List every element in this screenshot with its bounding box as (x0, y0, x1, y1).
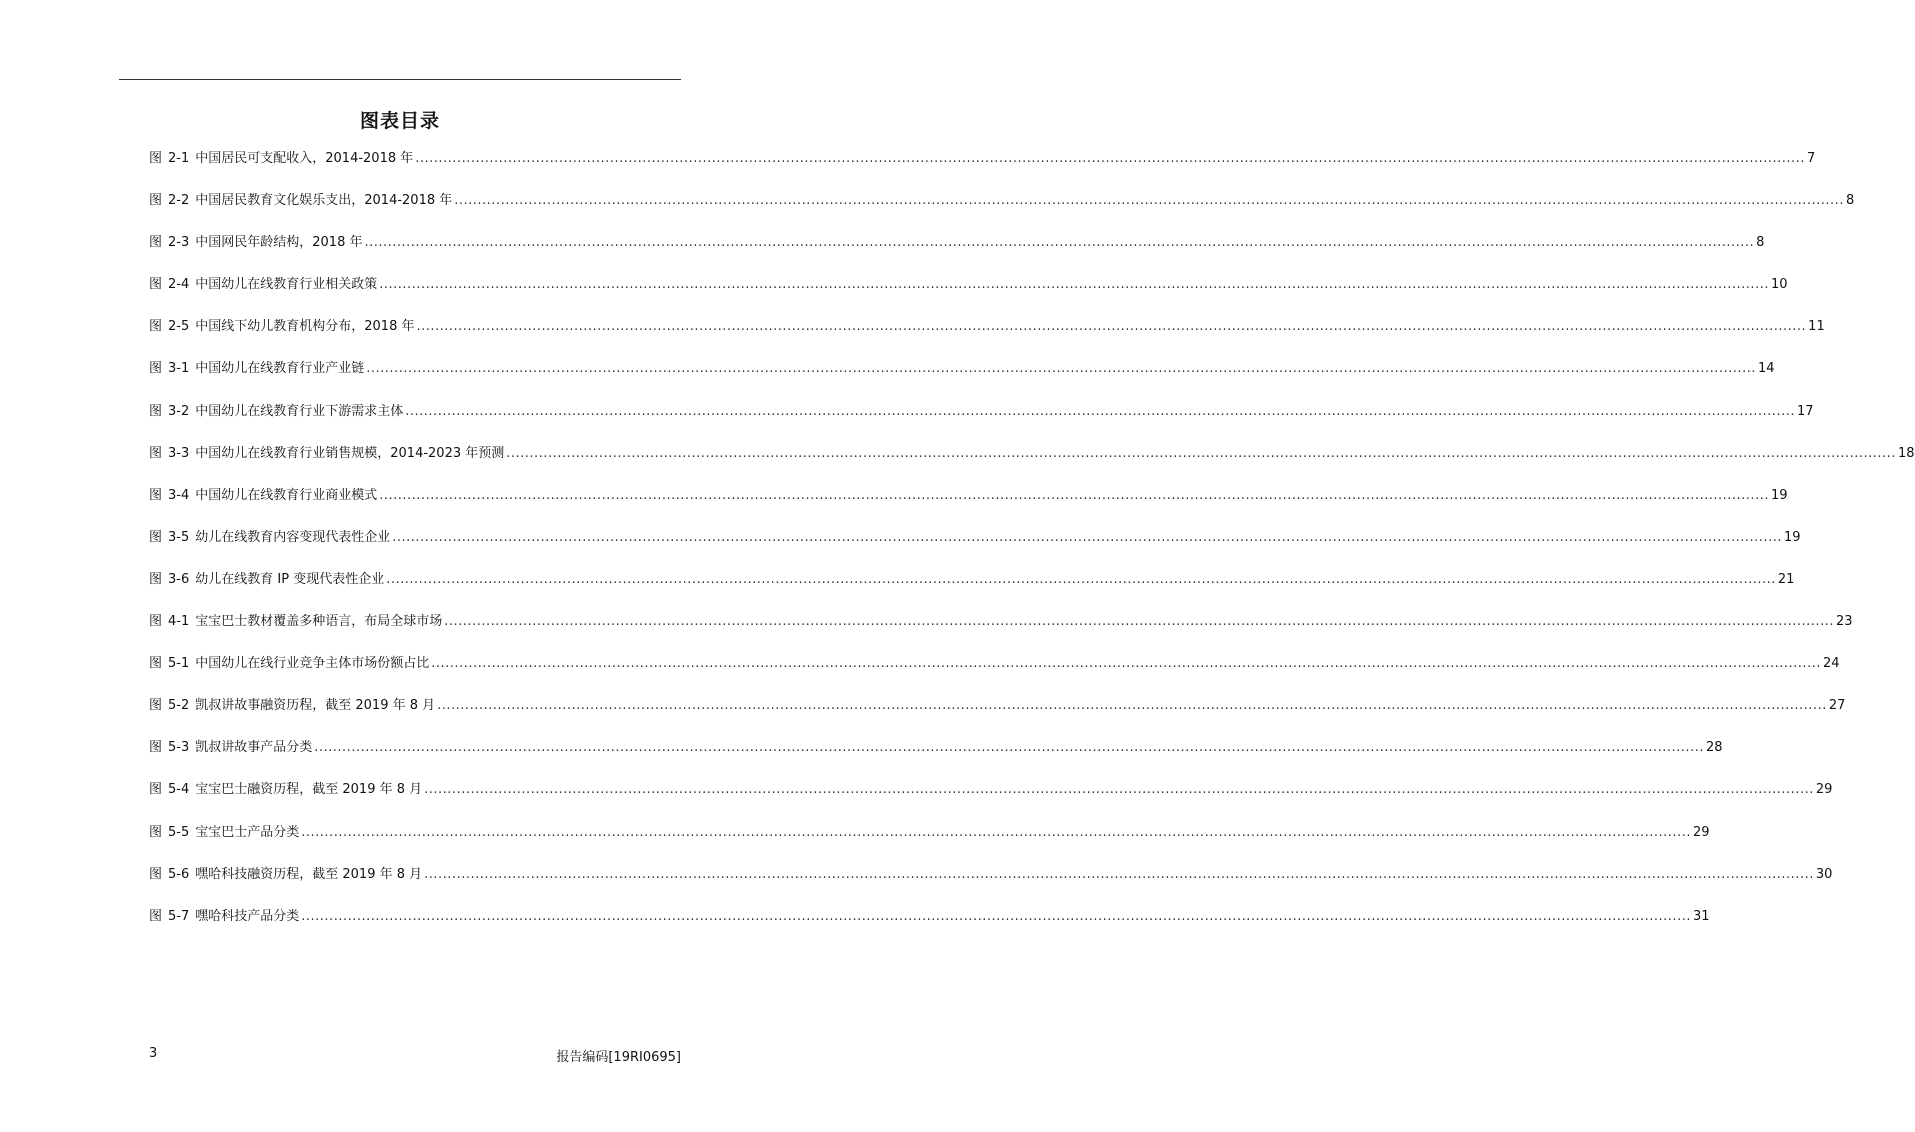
toc-entry-leader: ............................................................................................................................................................................................................................................................................................................ (379, 277, 1769, 293)
toc-entry-page: 27 (1828, 698, 1846, 714)
toc-entry[interactable] (149, 191, 1855, 233)
toc-entry-title: 中国居民教育文化娱乐支出，2014-2018 年 (195, 193, 453, 209)
footer-report-code: 报告编码[19RI0695] (556, 1050, 681, 1065)
toc-entry-title: 嘿哈科技产品分类 (195, 908, 300, 924)
toc-entry-title: 中国幼儿在线教育行业产业链 (195, 361, 365, 377)
toc-entry-page: 24 (1822, 656, 1840, 672)
toc-entry-number: 3-3 (168, 445, 190, 461)
toc-entry-number: 3-5 (168, 529, 190, 545)
toc-entry-number: 5-2 (168, 698, 190, 714)
toc-entry-label: 图 (149, 782, 163, 798)
toc-entry-leader: ............................................................................................................................................................................................................................................................................................................ (415, 151, 1805, 166)
toc-entry-title: 中国幼儿在线行业竞争主体市场份额占比 (195, 656, 430, 672)
toc-entry-leader: ............................................................................................................................................................................................................................................................................................................ (301, 908, 1691, 924)
toc-entry-label: 图 (149, 740, 163, 756)
toc-entry-leader: ............................................................................................................................................................................................................................................................................................................ (314, 740, 1704, 756)
toc-entry-page: 8 (1845, 193, 1855, 209)
toc-entry[interactable] (149, 402, 1814, 444)
toc-entry-title: 中国幼儿在线教育行业商业模式 (195, 487, 378, 503)
toc-entry-leader: ............................................................................................................................................................................................................................................................................................................ (416, 319, 1807, 335)
toc-entry-page: 11 (1808, 319, 1825, 335)
toc-entry-label: 图 (149, 908, 163, 924)
toc-entry-number: 5-6 (168, 866, 190, 882)
toc-entry-leader: ............................................................................................................................................................................................................................................................................................................ (506, 445, 1896, 461)
toc-entry[interactable] (149, 149, 1816, 191)
toc-entry[interactable] (149, 233, 1765, 275)
toc-entry-title: 中国幼儿在线教育行业下游需求主体 (195, 403, 404, 419)
toc-entry-label: 图 (149, 614, 163, 630)
toc-entry-page: 31 (1692, 908, 1710, 924)
toc-entry-page: 23 (1835, 614, 1853, 630)
toc-entry-number: 5-7 (168, 908, 190, 924)
figure-list (149, 149, 1915, 949)
toc-entry[interactable] (149, 612, 1853, 654)
toc-entry-label: 图 (149, 235, 163, 251)
toc-entry-title: 凯叔讲故事产品分类 (195, 740, 313, 756)
toc-entry-title: 宝宝巴士教材覆盖多种语言，布局全球市场 (195, 614, 443, 630)
toc-entry-label: 图 (149, 656, 163, 672)
toc-entry[interactable] (149, 275, 1788, 317)
toc-entry-leader: ............................................................................................................................................................................................................................................................................................................ (379, 487, 1769, 503)
toc-entry-number: 5-5 (168, 824, 190, 840)
toc-entry-label: 图 (149, 529, 163, 545)
toc-entry-label: 图 (149, 866, 163, 882)
footer-page-number: 3 (149, 1046, 158, 1061)
toc-entry[interactable] (149, 823, 1710, 865)
toc-entry-label: 图 (149, 361, 163, 377)
toc-entry-leader: ............................................................................................................................................................................................................................................................................................................ (405, 403, 1795, 419)
toc-entry[interactable] (149, 570, 1795, 612)
toc-entry-leader: ............................................................................................................................................................................................................................................................................................................ (444, 614, 1834, 630)
toc-entry[interactable] (149, 654, 1840, 696)
toc-entry-number: 5-4 (168, 782, 190, 798)
toc-entry[interactable] (149, 865, 1833, 907)
toc-entry[interactable] (149, 486, 1788, 528)
toc-entry-number: 2-2 (168, 193, 190, 209)
toc-entry-title: 幼儿在线教育 IP 变现代表性企业 (195, 571, 385, 587)
toc-entry-number: 2-4 (168, 277, 190, 293)
toc-entry[interactable] (149, 528, 1801, 570)
toc-entry-label: 图 (149, 445, 163, 461)
toc-entry-label: 图 (149, 403, 163, 419)
toc-entry-title: 宝宝巴士融资历程，截至 2019 年 8 月 (195, 782, 423, 798)
toc-entry-leader: ............................................................................................................................................................................................................................................................................................................ (424, 782, 1814, 798)
page-title: 图表目录 (359, 110, 440, 132)
toc-entry-label: 图 (149, 151, 163, 166)
toc-entry-page: 29 (1815, 782, 1833, 798)
toc-entry[interactable] (149, 359, 1775, 401)
toc-entry-leader: ............................................................................................................................................................................................................................................................................................................ (364, 235, 1755, 251)
toc-entry-page: 18 (1897, 445, 1915, 461)
toc-entry-title: 凯叔讲故事融资历程，截至 2019 年 8 月 (195, 698, 436, 714)
toc-entry-leader: ............................................................................................................................................................................................................................................................................................................ (431, 656, 1821, 672)
toc-entry-title: 宝宝巴士产品分类 (195, 824, 300, 840)
toc-entry-number: 5-3 (168, 740, 190, 756)
toc-entry-number: 2-1 (168, 151, 190, 166)
toc-entry-number: 2-3 (168, 235, 190, 251)
toc-entry-number: 3-1 (168, 361, 190, 377)
toc-entry-number: 3-2 (168, 403, 190, 419)
toc-entry-page: 30 (1815, 866, 1833, 882)
toc-entry-title: 幼儿在线教育内容变现代表性企业 (195, 529, 391, 545)
toc-entry-title: 中国幼儿在线教育行业销售规模，2014-2023 年预测 (195, 445, 505, 461)
toc-entry[interactable] (149, 317, 1825, 359)
toc-entry-page: 17 (1796, 403, 1814, 419)
toc-entry-title: 嘿哈科技融资历程，截至 2019 年 8 月 (195, 866, 423, 882)
toc-entry-page: 14 (1757, 361, 1775, 377)
header-rule (119, 79, 681, 80)
toc-entry[interactable] (149, 696, 1846, 738)
toc-entry[interactable] (149, 444, 1915, 486)
toc-entry-label: 图 (149, 824, 163, 840)
toc-entry-title: 中国居民可支配收入，2014-2018 年 (195, 151, 414, 166)
toc-entry-label: 图 (149, 193, 163, 209)
toc-entry-page: 29 (1692, 824, 1710, 840)
toc-entry-leader: ............................................................................................................................................................................................................................................................................................................ (392, 529, 1782, 545)
toc-entry-number: 5-1 (168, 656, 190, 672)
toc-entry[interactable] (149, 907, 1710, 949)
toc-entry-page: 10 (1770, 277, 1788, 293)
toc-entry-leader: ............................................................................................................................................................................................................................................................................................................ (424, 866, 1814, 882)
toc-entry[interactable] (149, 780, 1833, 822)
toc-entry-page: 7 (1806, 151, 1816, 166)
toc-entry-label: 图 (149, 319, 163, 335)
toc-entry-label: 图 (149, 487, 163, 503)
toc-entry-title: 中国线下幼儿教育机构分布，2018 年 (195, 319, 415, 335)
toc-entry-title: 中国幼儿在线教育行业相关政策 (195, 277, 378, 293)
toc-entry-page: 21 (1777, 571, 1795, 587)
toc-entry-number: 3-4 (168, 487, 190, 503)
toc-entry-label: 图 (149, 698, 163, 714)
toc-entry-number: 2-5 (168, 319, 190, 335)
toc-entry-title: 中国网民年龄结构，2018 年 (195, 235, 363, 251)
toc-entry[interactable] (149, 738, 1723, 780)
toc-entry-page: 19 (1770, 487, 1788, 503)
toc-entry-leader: ............................................................................................................................................................................................................................................................................................................ (301, 824, 1691, 840)
toc-entry-number: 4-1 (168, 614, 190, 630)
toc-entry-leader: ............................................................................................................................................................................................................................................................................................................ (366, 361, 1756, 377)
toc-entry-page: 8 (1756, 235, 1765, 251)
toc-entry-leader: ............................................................................................................................................................................................................................................................................................................ (437, 698, 1827, 714)
toc-entry-label: 图 (149, 277, 163, 293)
toc-entry-label: 图 (149, 571, 163, 587)
toc-entry-page: 19 (1783, 529, 1801, 545)
toc-entry-page: 28 (1705, 740, 1723, 756)
toc-entry-leader: ............................................................................................................................................................................................................................................................................................................ (386, 571, 1776, 587)
toc-entry-leader: ............................................................................................................................................................................................................................................................................................................ (454, 193, 1844, 209)
toc-entry-number: 3-6 (168, 571, 190, 587)
